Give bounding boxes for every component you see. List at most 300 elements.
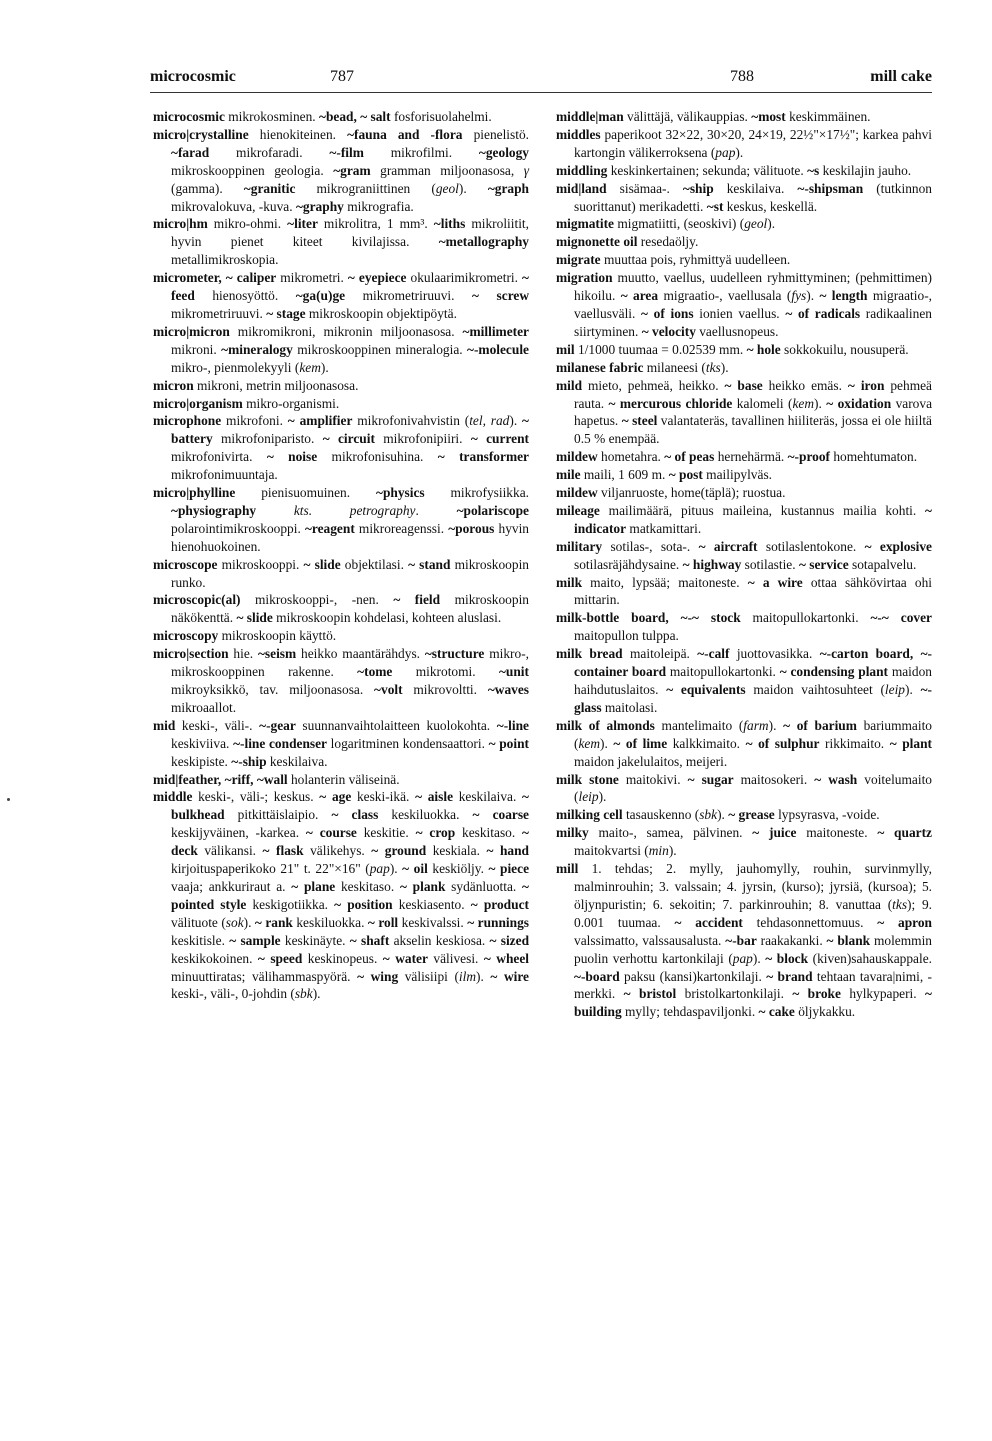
entry-headword: ~ plane <box>291 878 336 894</box>
dictionary-entry <box>556 233 932 251</box>
dictionary-entry <box>556 717 932 771</box>
entry-headword: ~porous <box>448 520 495 536</box>
entry-text: keskivalssi. <box>398 914 468 930</box>
entry-headword: milanese fabric <box>556 359 644 375</box>
entry-text: mikrofonivahvistin ( <box>352 413 470 429</box>
entry-headword: ~ pointed style <box>171 878 529 912</box>
entry-label: kts. petrography <box>293 502 416 518</box>
entry-headword: ~ iron <box>847 377 885 393</box>
dictionary-entry <box>556 448 932 466</box>
entry-text: homehtumaton. <box>830 449 918 465</box>
dictionary-entry <box>153 412 529 484</box>
entry-headword: mill <box>556 861 579 877</box>
dictionary-entry <box>153 591 529 627</box>
entry-headword: mileage <box>556 502 600 518</box>
entry-headword: microscope <box>153 556 218 572</box>
entry-headword: ~ hand <box>486 843 529 859</box>
entry-text: mieto, pehmeä, heikko. <box>582 377 725 393</box>
entry-text: ). <box>720 359 729 375</box>
entry-text: mikro-, pienmolekyyli ( <box>171 359 300 375</box>
entry-text: ). <box>668 843 677 859</box>
entry-headword: ~ blank <box>826 932 871 948</box>
entry-headword: ~ wheel <box>483 950 530 966</box>
right-page-number: 788 <box>730 68 754 85</box>
entry-headword: ~ eyepiece <box>347 270 407 286</box>
entry-text: suunnanvaihtolaitteen kuolokohta. <box>295 717 497 733</box>
entry-text: keski-, väli-; keskus. <box>192 789 320 805</box>
entry-headword: ~tome <box>357 664 393 680</box>
entry-text: keskimmäinen. <box>785 109 871 124</box>
entry-text: ); 9. 0.001 tuumaa. <box>574 896 932 930</box>
dictionary-entry <box>153 627 529 645</box>
dictionary-entry <box>153 215 529 269</box>
entry-label: ilm <box>458 968 477 984</box>
entry-headword: middles <box>556 126 601 142</box>
entry-text: minuuttiratas; välihammaspyörä. <box>171 968 358 984</box>
entry-text: maitoleipä. <box>622 646 698 662</box>
entry-text: heikko emäs. <box>762 377 848 393</box>
entry-headword: ~graph <box>487 180 530 196</box>
entry-text: keskilaiva. <box>266 753 328 769</box>
entry-text: tasauskenno ( <box>622 807 700 823</box>
entry-headword: ~ noise <box>266 449 318 465</box>
entry-headword: mignonette oil <box>556 234 638 250</box>
entry-text: hienokiteinen. <box>248 126 348 142</box>
entry-text: keskilaiva. <box>713 180 798 196</box>
entry-text: maili, 1 609 m. <box>580 467 669 483</box>
entry-text: kalkkimaito. <box>667 735 746 751</box>
entry-text: vaaja; ankkuriraut a. <box>171 878 292 894</box>
entry-headword: milky <box>556 825 589 841</box>
entry-headword: middle|man <box>556 109 624 124</box>
entry-headword: ~ of lime <box>613 735 668 751</box>
entry-headword: ~ course <box>305 825 357 841</box>
entry-headword: milk stone <box>556 771 619 787</box>
left-page-number: 787 <box>330 68 354 85</box>
entry-headword: ~ sized <box>489 932 530 948</box>
entry-headword: ~volt <box>374 682 403 697</box>
entry-headword: ~-molecule <box>467 341 529 357</box>
entry-text: ). <box>814 395 827 411</box>
dictionary-entry <box>556 771 932 807</box>
entry-label: leip <box>884 682 906 697</box>
entry-text: . <box>415 502 457 518</box>
dictionary-entry <box>153 484 529 556</box>
entry-headword: ~ block <box>765 950 809 966</box>
entry-headword: ~structure <box>424 646 485 662</box>
entry-text: hienosyöttö. <box>194 288 296 304</box>
entry-headword: micron <box>153 377 194 393</box>
entry-headword: ~ velocity <box>641 323 696 339</box>
entry-text: keskitaso. <box>455 825 523 841</box>
entry-label: kem <box>792 395 815 411</box>
entry-headword: ~-proof <box>787 449 831 465</box>
entry-headword: ~ grease <box>728 807 775 823</box>
entry-text: mikrovalokuva, -kuva. <box>171 198 296 214</box>
entry-text: keskus, keskellä. <box>723 198 818 214</box>
entry-headword: ~ wing <box>357 968 399 984</box>
dictionary-entry <box>556 824 932 860</box>
entry-headword: ~ oil <box>402 861 428 877</box>
entry-headword: micro|phylline <box>153 485 236 501</box>
entry-headword: ~ building <box>574 986 932 1020</box>
entry-text: viljanruoste, home(täplä); ruostua. <box>597 485 786 501</box>
entry-text: matkamittari. <box>626 520 702 536</box>
entry-text: ). <box>717 807 729 823</box>
entry-headword: ~ of barium <box>783 717 857 733</box>
entry-text: sotilas-, sota-. <box>602 538 699 554</box>
entry-text: mikro-, mikroskooppinen rakenne. <box>171 646 529 680</box>
dictionary-entry <box>153 377 529 395</box>
entry-headword: milk <box>556 574 583 590</box>
dictionary-entry <box>153 645 529 717</box>
entry-headword: ~-line condenser <box>233 735 327 751</box>
entry-headword: ~ crop <box>415 825 456 841</box>
entry-headword: ~ of ions <box>641 305 694 321</box>
entry-headword: ~ slide <box>303 556 341 572</box>
entry-headword: ~graphy <box>295 198 344 214</box>
entry-text: ). <box>320 359 329 375</box>
entry-headword: ~ deck <box>171 825 529 859</box>
entry-headword: ~ indicator <box>574 502 932 536</box>
entry-text: mikrometri. <box>276 270 348 286</box>
dictionary-entry <box>556 108 932 126</box>
entry-text: varova hapetus. <box>574 395 933 429</box>
entry-label: sbk <box>699 807 718 823</box>
entry-text: pienelistö. <box>462 126 529 142</box>
entry-label: farm <box>743 717 769 733</box>
entry-headword: migrate <box>556 252 601 268</box>
entry-text: ionien vaellus. <box>693 305 786 321</box>
entry-headword: middle <box>153 789 193 805</box>
entry-text: keskitaso. <box>335 878 400 894</box>
entry-text: ). <box>312 986 321 1002</box>
dictionary-entry <box>153 717 529 771</box>
entry-headword: ~-bar <box>725 932 757 948</box>
entry-text: mikroreagenssi. <box>354 520 449 536</box>
entry-headword: ~ wash <box>814 771 858 787</box>
entry-headword: ~ flask <box>262 843 304 859</box>
entry-headword: ~ coarse <box>472 807 530 823</box>
entry-headword: ~ stand <box>408 556 451 572</box>
entry-label: tel, rad <box>469 413 510 429</box>
entry-text: heikko maantärähdys. <box>296 646 425 662</box>
dictionary-entry <box>153 556 529 592</box>
entry-headword: mid <box>153 717 176 733</box>
entry-headword: ~ explosive <box>864 538 932 554</box>
entry-text: rikkimaito. <box>819 735 890 751</box>
entry-headword: ~ mercurous chloride <box>608 395 733 411</box>
entry-headword: ~ screw <box>472 288 530 304</box>
entry-text: polarointimikroskooppi. <box>171 520 305 536</box>
dictionary-entry <box>153 323 529 377</box>
entry-text: keski-, väli-, 0-johdin ( <box>171 986 295 1002</box>
dictionary-entry <box>556 484 932 502</box>
entry-text: okulaarimikrometri. <box>406 270 523 286</box>
entry-headword: ~-gear <box>259 717 296 733</box>
entry-text: maitokivi. <box>618 771 688 787</box>
entry-headword: ~millimeter <box>462 323 529 339</box>
entry-text: 1. tehdas; 2. mylly, jauhomylly, rouhin, survinmylly, malminrouhin; 3. valssain; 4. jyrsin, (kurso); jyrsiä, (kursoa); 5. öljynpuristin; 6. sekoitin; 7. parkinrouhin; 8. vanuttaa ( <box>574 861 932 912</box>
entry-text: molemmin puolin verhottu kartonkilaji ( <box>574 932 932 966</box>
entry-text: ). <box>389 861 403 877</box>
entry-text: mikrotomi. <box>392 664 499 680</box>
entry-text: keskitisle. <box>171 932 230 948</box>
entry-text: migraatio-, vaellusala ( <box>658 288 792 304</box>
entry-headword: ~-ship <box>231 753 267 769</box>
entry-text: tehtaan tavara|nimi, -merkki. <box>574 968 933 1002</box>
entry-headword: ~ roll <box>367 914 399 930</box>
entry-text: keskigotiikka. <box>246 896 335 912</box>
entry-headword: milk bread <box>556 646 623 662</box>
entry-headword: ~ shaft <box>349 932 390 948</box>
entry-text: ). <box>458 180 488 196</box>
entry-text: keski-, väli-. <box>175 717 260 733</box>
entry-text: kirjoituspaperikoko 21" t. 22"×16" ( <box>171 861 370 877</box>
entry-text: maitopullokartonki. <box>740 610 871 626</box>
entry-text: objektilasi. <box>340 556 409 572</box>
entry-text: lypsyrasva, -voide. <box>774 807 880 823</box>
entry-text: hyvin hienohuokoinen. <box>171 520 529 554</box>
margin-speck <box>7 798 10 801</box>
dictionary-entry <box>556 806 932 824</box>
entry-headword: ~polariscope <box>456 502 529 518</box>
entry-text: välikehys. <box>303 843 372 859</box>
entry-headword: ~ amplifier <box>287 413 353 429</box>
dictionary-entry <box>556 466 932 484</box>
entry-headword: milk of almonds <box>556 717 655 733</box>
entry-headword: military <box>556 538 603 554</box>
entry-headword: ~ piece <box>488 861 530 877</box>
entry-headword: ~ age <box>319 789 352 805</box>
entry-label: pap <box>715 144 736 160</box>
entry-text: paksu (kansi)kartonkilaji. <box>619 968 767 984</box>
entry-label: min <box>648 843 669 859</box>
entry-headword: mildew <box>556 449 598 465</box>
entry-text: mikrofonivirta. <box>171 449 267 465</box>
entry-headword: ~farad <box>171 144 210 160</box>
entry-text: maitosokeri. <box>733 771 815 787</box>
entry-text: sotapalvelu. <box>848 556 917 572</box>
entry-text: keskipiste. <box>171 753 232 769</box>
entry-headword: ~ service <box>798 556 849 572</box>
entry-text: mantelimaito ( <box>654 717 744 733</box>
entry-headword: mile <box>556 467 581 483</box>
entry-headword: migmatite <box>556 216 615 232</box>
entry-text: keskiluokka. <box>378 807 473 823</box>
entry-text: mikrofoniparisto. <box>212 431 323 447</box>
entry-headword: ~ quartz <box>877 825 932 841</box>
entry-headword: ~ aircraft <box>698 538 758 554</box>
entry-text: mikrofilmi. <box>363 144 479 160</box>
entry-text: sotilaslentokone. <box>757 538 865 554</box>
dictionary-entry <box>556 126 932 162</box>
entry-text: sydänluotta. <box>445 878 523 894</box>
entry-text: ). <box>243 914 255 930</box>
entry-text: maidon jakelulaitos, meijeri. <box>574 753 728 769</box>
entry-text: ). <box>905 682 921 697</box>
entry-text: migmatiitti, (seoskivi) ( <box>614 216 745 232</box>
entry-text: kalomeli ( <box>732 395 793 411</box>
entry-headword: ~geology <box>478 144 529 160</box>
entry-text: keskinäyte. <box>280 932 350 948</box>
entry-text: mikrofoni. <box>221 413 288 429</box>
entry-text: fosforisuolahelmi. <box>390 109 492 124</box>
entry-label: sbk <box>294 986 313 1002</box>
dictionary-entry <box>153 108 529 126</box>
entry-text: mikrograniittinen ( <box>295 180 436 196</box>
right-guide-word: mill cake <box>870 68 932 85</box>
entry-headword: ~liths <box>433 216 466 232</box>
entry-text: paperikoot 32×22, 30×20, 24×19, 22½"×17½"; karkea pahvi kartongin välikerroksena ( <box>574 126 932 160</box>
entry-text: ). <box>598 789 607 805</box>
entry-headword: ~ bulkhead <box>171 789 529 823</box>
entry-text: voitelumaito ( <box>574 771 932 805</box>
entry-text: milaneesi ( <box>643 359 706 375</box>
entry-headword: mil <box>556 341 575 357</box>
entry-text: sokkokuilu, nousuperä. <box>780 341 909 357</box>
entry-headword: ~ circuit <box>322 431 375 447</box>
header-rule <box>150 92 932 93</box>
entry-text: maitopullon tulppa. <box>574 628 679 644</box>
entry-text: resedaöljy. <box>637 234 699 250</box>
entry-headword: ~-glass <box>574 682 933 715</box>
entry-text: raakakanki. <box>756 932 827 948</box>
entry-text: hie. <box>228 646 258 662</box>
entry-text: keskijyväinen, -karkea. <box>171 825 306 841</box>
entry-text: sotilasräjähdysaine. <box>574 556 683 572</box>
entry-headword: ~ aisle <box>415 789 454 805</box>
entry-label: pap <box>732 950 753 966</box>
entry-text: mikroni. <box>171 341 222 357</box>
entry-headword: ~ base <box>724 377 763 393</box>
entry-headword: ~ condensing plant <box>779 664 889 680</box>
entry-headword: ~fauna and -flora <box>347 126 463 142</box>
entry-headword: micro|micron <box>153 323 230 339</box>
entry-label: tks <box>892 896 908 912</box>
dictionary-entry <box>556 341 932 359</box>
entry-headword: ~ highway <box>682 556 742 572</box>
entry-text: välikansi. <box>197 843 263 859</box>
entry-text: keski-ikä. <box>351 789 416 805</box>
entry-headword: ~mineralogy <box>221 341 293 357</box>
entry-headword: ~physics <box>375 485 425 501</box>
entry-text: juottovasikka. <box>729 646 820 662</box>
entry-headword: micro|organism <box>153 395 243 411</box>
left-column <box>153 108 529 1003</box>
entry-text: bariummaito ( <box>574 717 932 751</box>
entry-headword: ~-calf <box>697 646 730 662</box>
entry-headword: ~ of radicals <box>785 305 861 321</box>
entry-headword: ~seism <box>257 646 297 662</box>
dictionary-entry <box>556 359 932 377</box>
dictionary-entry <box>153 788 529 1003</box>
entry-headword: ~-~ cover <box>870 610 932 626</box>
entry-headword: ~ equivalents <box>666 682 746 697</box>
entry-text: keskiviiva. <box>171 735 234 751</box>
entry-text: mailipylväs. <box>702 467 773 483</box>
entry-headword: ~ plank <box>399 878 446 894</box>
entry-label: geol <box>744 216 768 232</box>
entry-headword: ~ battery <box>171 413 530 447</box>
entry-text: gramman miljoonasosa, <box>370 162 524 178</box>
entry-text: valssimatto, valssausalusta. <box>574 932 726 948</box>
entry-text: mikroskooppinen geologia. <box>171 162 334 178</box>
entry-text: maidon vaihtosuhteet ( <box>745 682 885 697</box>
entry-headword: ~ sugar <box>687 771 734 787</box>
entry-headword: micro|hm <box>153 216 208 232</box>
dictionary-entry <box>153 395 529 413</box>
entry-headword: ~ runnings <box>467 914 529 930</box>
entry-text: tehdasonnettomuus. <box>742 914 878 930</box>
left-guide-word: microcosmic <box>150 68 236 85</box>
entry-text: mikroaallot. <box>171 699 237 715</box>
entry-headword: ~-shipsman <box>797 180 864 196</box>
entry-label: pap <box>369 861 390 877</box>
entry-headword: microscopic(al) <box>153 592 241 608</box>
entry-headword: ~ length <box>819 288 868 304</box>
entry-text: mikrometriruuvi. <box>345 288 473 304</box>
entry-text <box>256 503 294 518</box>
entry-text: holanterin väliseinä. <box>287 771 400 787</box>
entry-label: fys <box>791 288 807 304</box>
entry-text: mikroskooppinen mineralogia. <box>292 341 467 357</box>
entry-headword: microscopy <box>153 628 219 644</box>
entry-text: mikrofysiikka. <box>424 485 529 501</box>
entry-text: mikroni, metrin miljoonasosa. <box>193 377 359 393</box>
entry-headword: ~ water <box>382 950 428 966</box>
entry-text: välisiipi ( <box>398 968 459 984</box>
entry-text: mikroliitit, hyvin pienet kiteet kivilajissa. <box>171 216 529 250</box>
entry-text: metallimikroskopia. <box>171 252 279 268</box>
entry-text: radikaalinen siirtyminen. <box>574 305 932 339</box>
entry-text: (tutkinnon suorittanut) merikadetti. <box>574 180 933 214</box>
entry-headword: mid|feather, ~riff, ~wall <box>153 771 288 787</box>
entry-text: keskinopeus. <box>302 950 383 966</box>
entry-text: muuttaa pois, ryhmittyä uudelleen. <box>600 252 791 268</box>
entry-text: mikrokosminen. <box>224 109 319 124</box>
entry-text: välivesi. <box>427 950 484 966</box>
entry-text: logaritminen kondensaattori. <box>327 735 489 751</box>
entry-text: ). <box>752 950 766 966</box>
dictionary-entry <box>556 269 932 341</box>
entry-text: ). <box>767 216 776 232</box>
entry-text: hylkypaperi. <box>840 986 926 1002</box>
dictionary-entry <box>556 215 932 233</box>
entry-text: maitopullokartonki. <box>666 664 780 680</box>
entry-headword: ~ juice <box>752 825 797 841</box>
entry-text: mikro-organismi. <box>242 395 340 411</box>
entry-headword: ~ product <box>470 896 529 912</box>
entry-label: kem <box>578 735 601 751</box>
entry-headword: milking cell <box>556 807 623 823</box>
entry-headword: ~ post <box>668 467 703 483</box>
entry-headword: ~unit <box>498 664 529 680</box>
dictionary-entry <box>556 645 932 717</box>
entry-text: keskiluokka. <box>292 914 368 930</box>
entry-headword: ~ of peas <box>664 449 715 465</box>
dictionary-entry <box>556 574 932 610</box>
entry-headword: ~-line <box>496 717 529 733</box>
entry-label: geol <box>435 180 459 196</box>
entry-headword: mild <box>556 377 583 393</box>
entry-headword: milk-bottle board, ~-~ stock <box>556 610 741 626</box>
dictionary-entry <box>556 609 932 645</box>
entry-text: mikroskooppi. <box>217 556 304 572</box>
entry-text: maitoneste. <box>796 825 878 841</box>
dictionary-entry <box>556 860 932 1021</box>
entry-headword: micro|crystalline <box>153 126 249 142</box>
